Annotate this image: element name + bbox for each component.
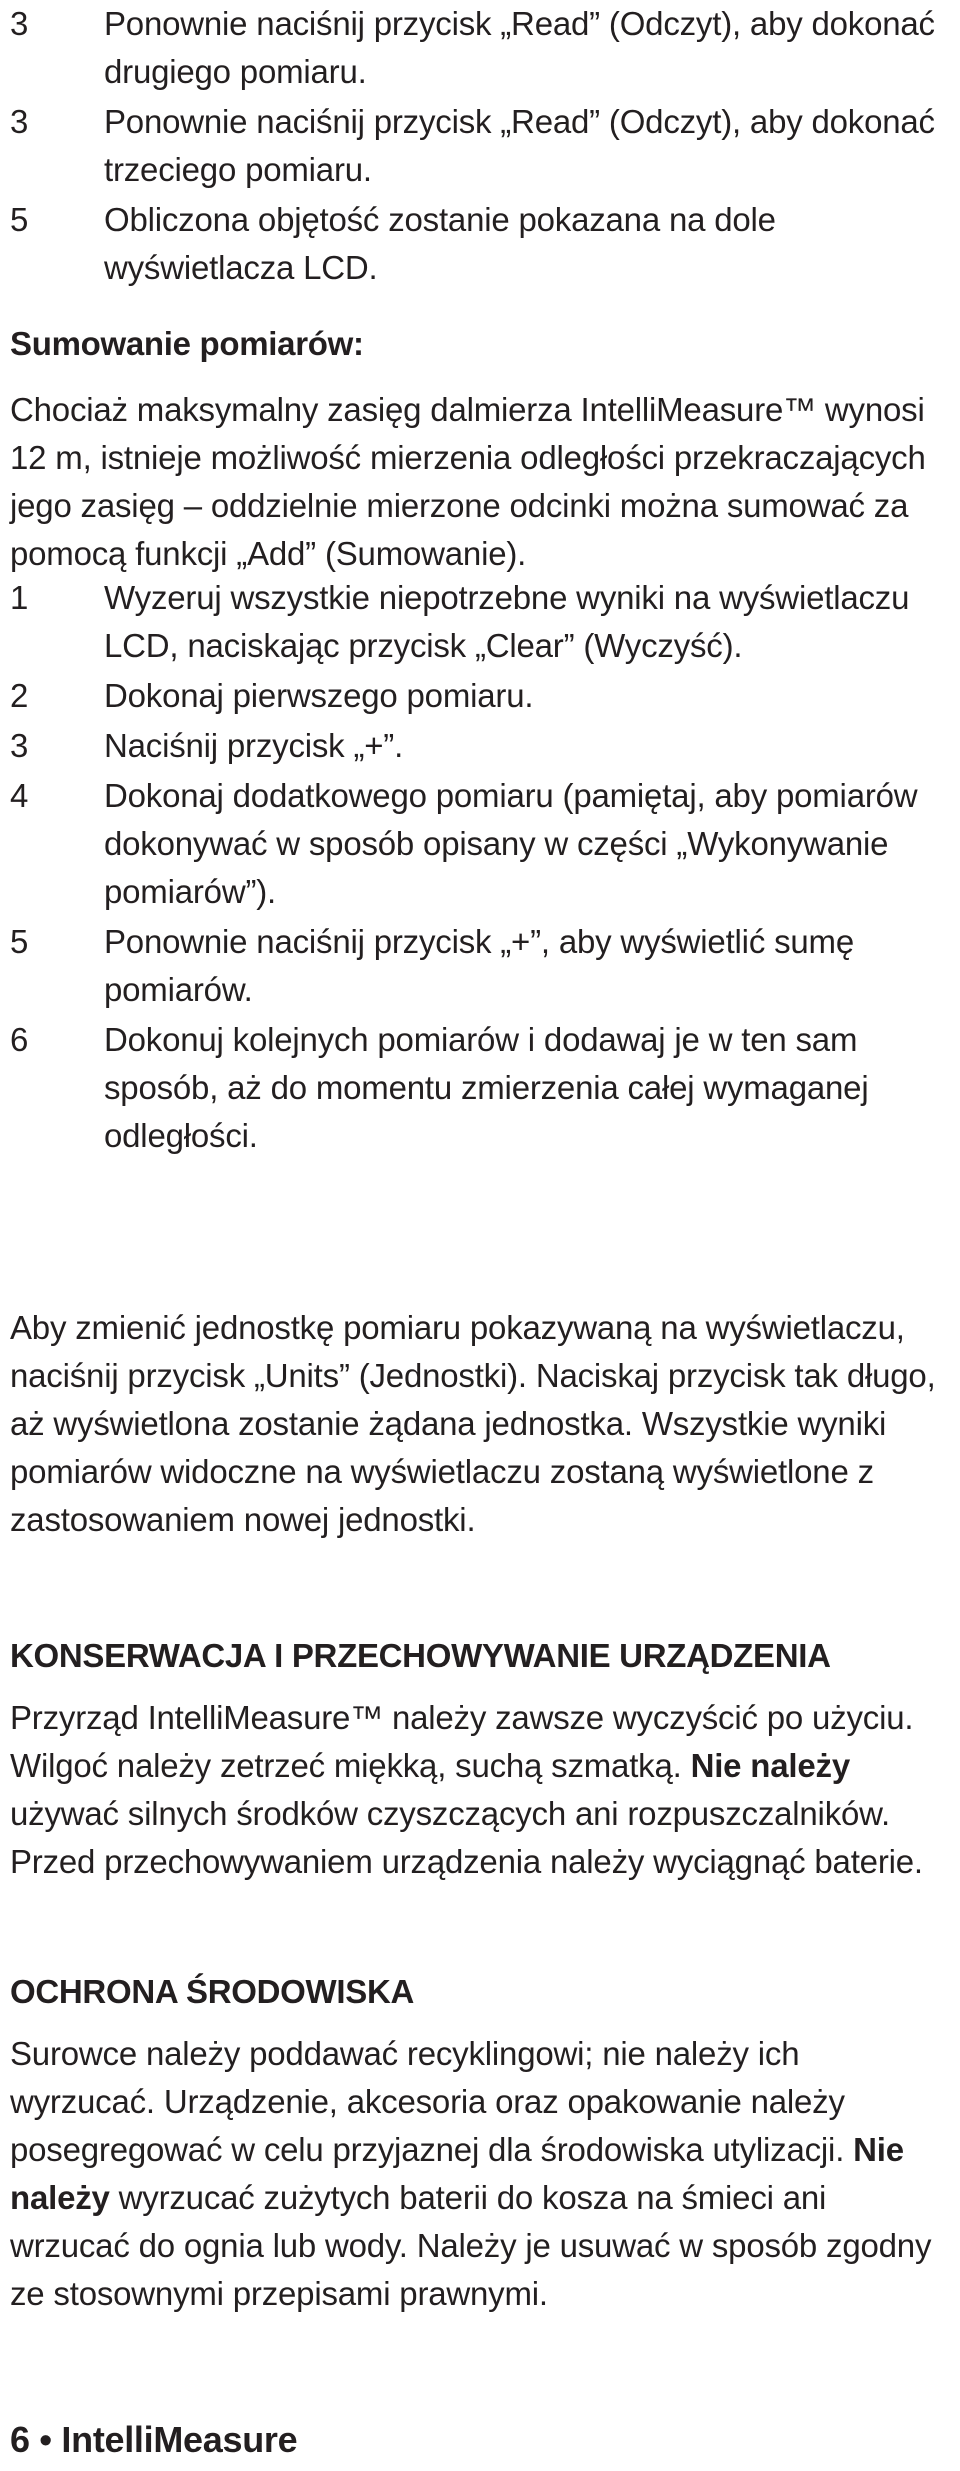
environment-text-before: Surowce należy poddawać recyklingowi; nie należy ich wyrzucać. Urządzenie, akcesoria oraz opakowanie należy posegregować w celu przyjaznej dla środowiska utylizacji. (10, 2035, 854, 2168)
list-item (0, 722, 950, 770)
step-number: 2 (10, 677, 29, 714)
summing-intro: Chociaż maksymalny zasięg dalmierza IntelliMeasure™ wynosi 12 m, istnieje możliwość mierzenia odległości przekraczających jego zasięg – oddzielnie mierzone odcinki można sumować za pomocą funkcji „Add” (Sumowanie). (10, 391, 926, 572)
environment-emphasis: Nie należy (10, 2131, 904, 2216)
maintenance-heading: KONSERWACJA I PRZECHOWYWANIE URZĄDZENIA (10, 1637, 831, 1674)
list-item (0, 918, 950, 1014)
environment-text-after: wyrzucać zużytych baterii do kosza na śmieci ani wrzucać do ognia lub wody. Należy je usuwać w sposób zgodny ze stosownymi przepisami prawnymi. (10, 2179, 932, 2312)
list-item (0, 0, 950, 96)
summing-steps-list (0, 574, 950, 1162)
list-item (0, 1016, 950, 1160)
step-text: Naciśnij przycisk „+”. (104, 727, 404, 764)
step-number: 1 (10, 579, 29, 616)
step-number: 3 (10, 5, 29, 42)
step-text: Obliczona objętość zostanie pokazana na dole wyświetlacza LCD. (104, 201, 776, 286)
page-footer: 6 • IntelliMeasure (10, 2419, 298, 2460)
step-text: Dokonuj kolejnych pomiarów i dodawaj je w ten sam sposób, aż do momentu zmierzenia całej wymaganej odległości. (104, 1021, 869, 1154)
units-note: Aby zmienić jednostkę pomiaru pokazywaną na wyświetlaczu, naciśnij przycisk „Units” (Jednostki). Naciskaj przycisk tak długo, aż wyświetlona zostanie żądana jednostka. Wszystkie wyniki pomiarów widoczne na wyświetlaczu zostaną wyświetlone z zastosowaniem nowej jednostki. (10, 1309, 936, 1538)
list-item (0, 772, 950, 916)
previous-steps-list (0, 0, 950, 294)
step-number: 5 (10, 201, 29, 238)
list-item (0, 574, 950, 670)
step-number: 5 (10, 923, 29, 960)
step-text: Ponownie naciśnij przycisk „Read” (Odczyt), aby dokonać drugiego pomiaru. (104, 5, 935, 90)
list-item (0, 196, 950, 292)
environment-heading: OCHRONA ŚRODOWISKA (10, 1973, 415, 2010)
step-number: 6 (10, 1021, 29, 1058)
maintenance-emphasis: Nie należy (690, 1747, 850, 1784)
step-number: 3 (10, 727, 29, 764)
step-text: Ponownie naciśnij przycisk „Read” (Odczyt), aby dokonać trzeciego pomiaru. (104, 103, 935, 188)
summing-heading: Sumowanie pomiarów: (10, 325, 364, 362)
list-item (0, 672, 950, 720)
maintenance-text-after: używać silnych środków czyszczących ani rozpuszczalników. Przed przechowywaniem urządzenia należy wyciągnąć baterie. (10, 1795, 923, 1880)
maintenance-text-before: Przyrząd IntelliMeasure™ należy zawsze wyczyścić po użyciu. Wilgoć należy zetrzeć miękką, suchą szmatką. (10, 1699, 914, 1784)
step-number: 3 (10, 103, 29, 140)
maintenance-text (10, 1694, 945, 1886)
step-text: Dokonaj dodatkowego pomiaru (pamiętaj, aby pomiarów dokonywać w sposób opisany w części „Wykonywanie pomiarów”). (104, 777, 918, 910)
environment-text (10, 2030, 945, 2318)
step-text: Wyzeruj wszystkie niepotrzebne wyniki na wyświetlaczu LCD, naciskając przycisk „Clear” (Wyczyść). (104, 579, 910, 664)
list-item (0, 98, 950, 194)
step-text: Ponownie naciśnij przycisk „+”, aby wyświetlić sumę pomiarów. (104, 923, 854, 1008)
step-text: Dokonaj pierwszego pomiaru. (104, 677, 534, 714)
step-number: 4 (10, 777, 29, 814)
